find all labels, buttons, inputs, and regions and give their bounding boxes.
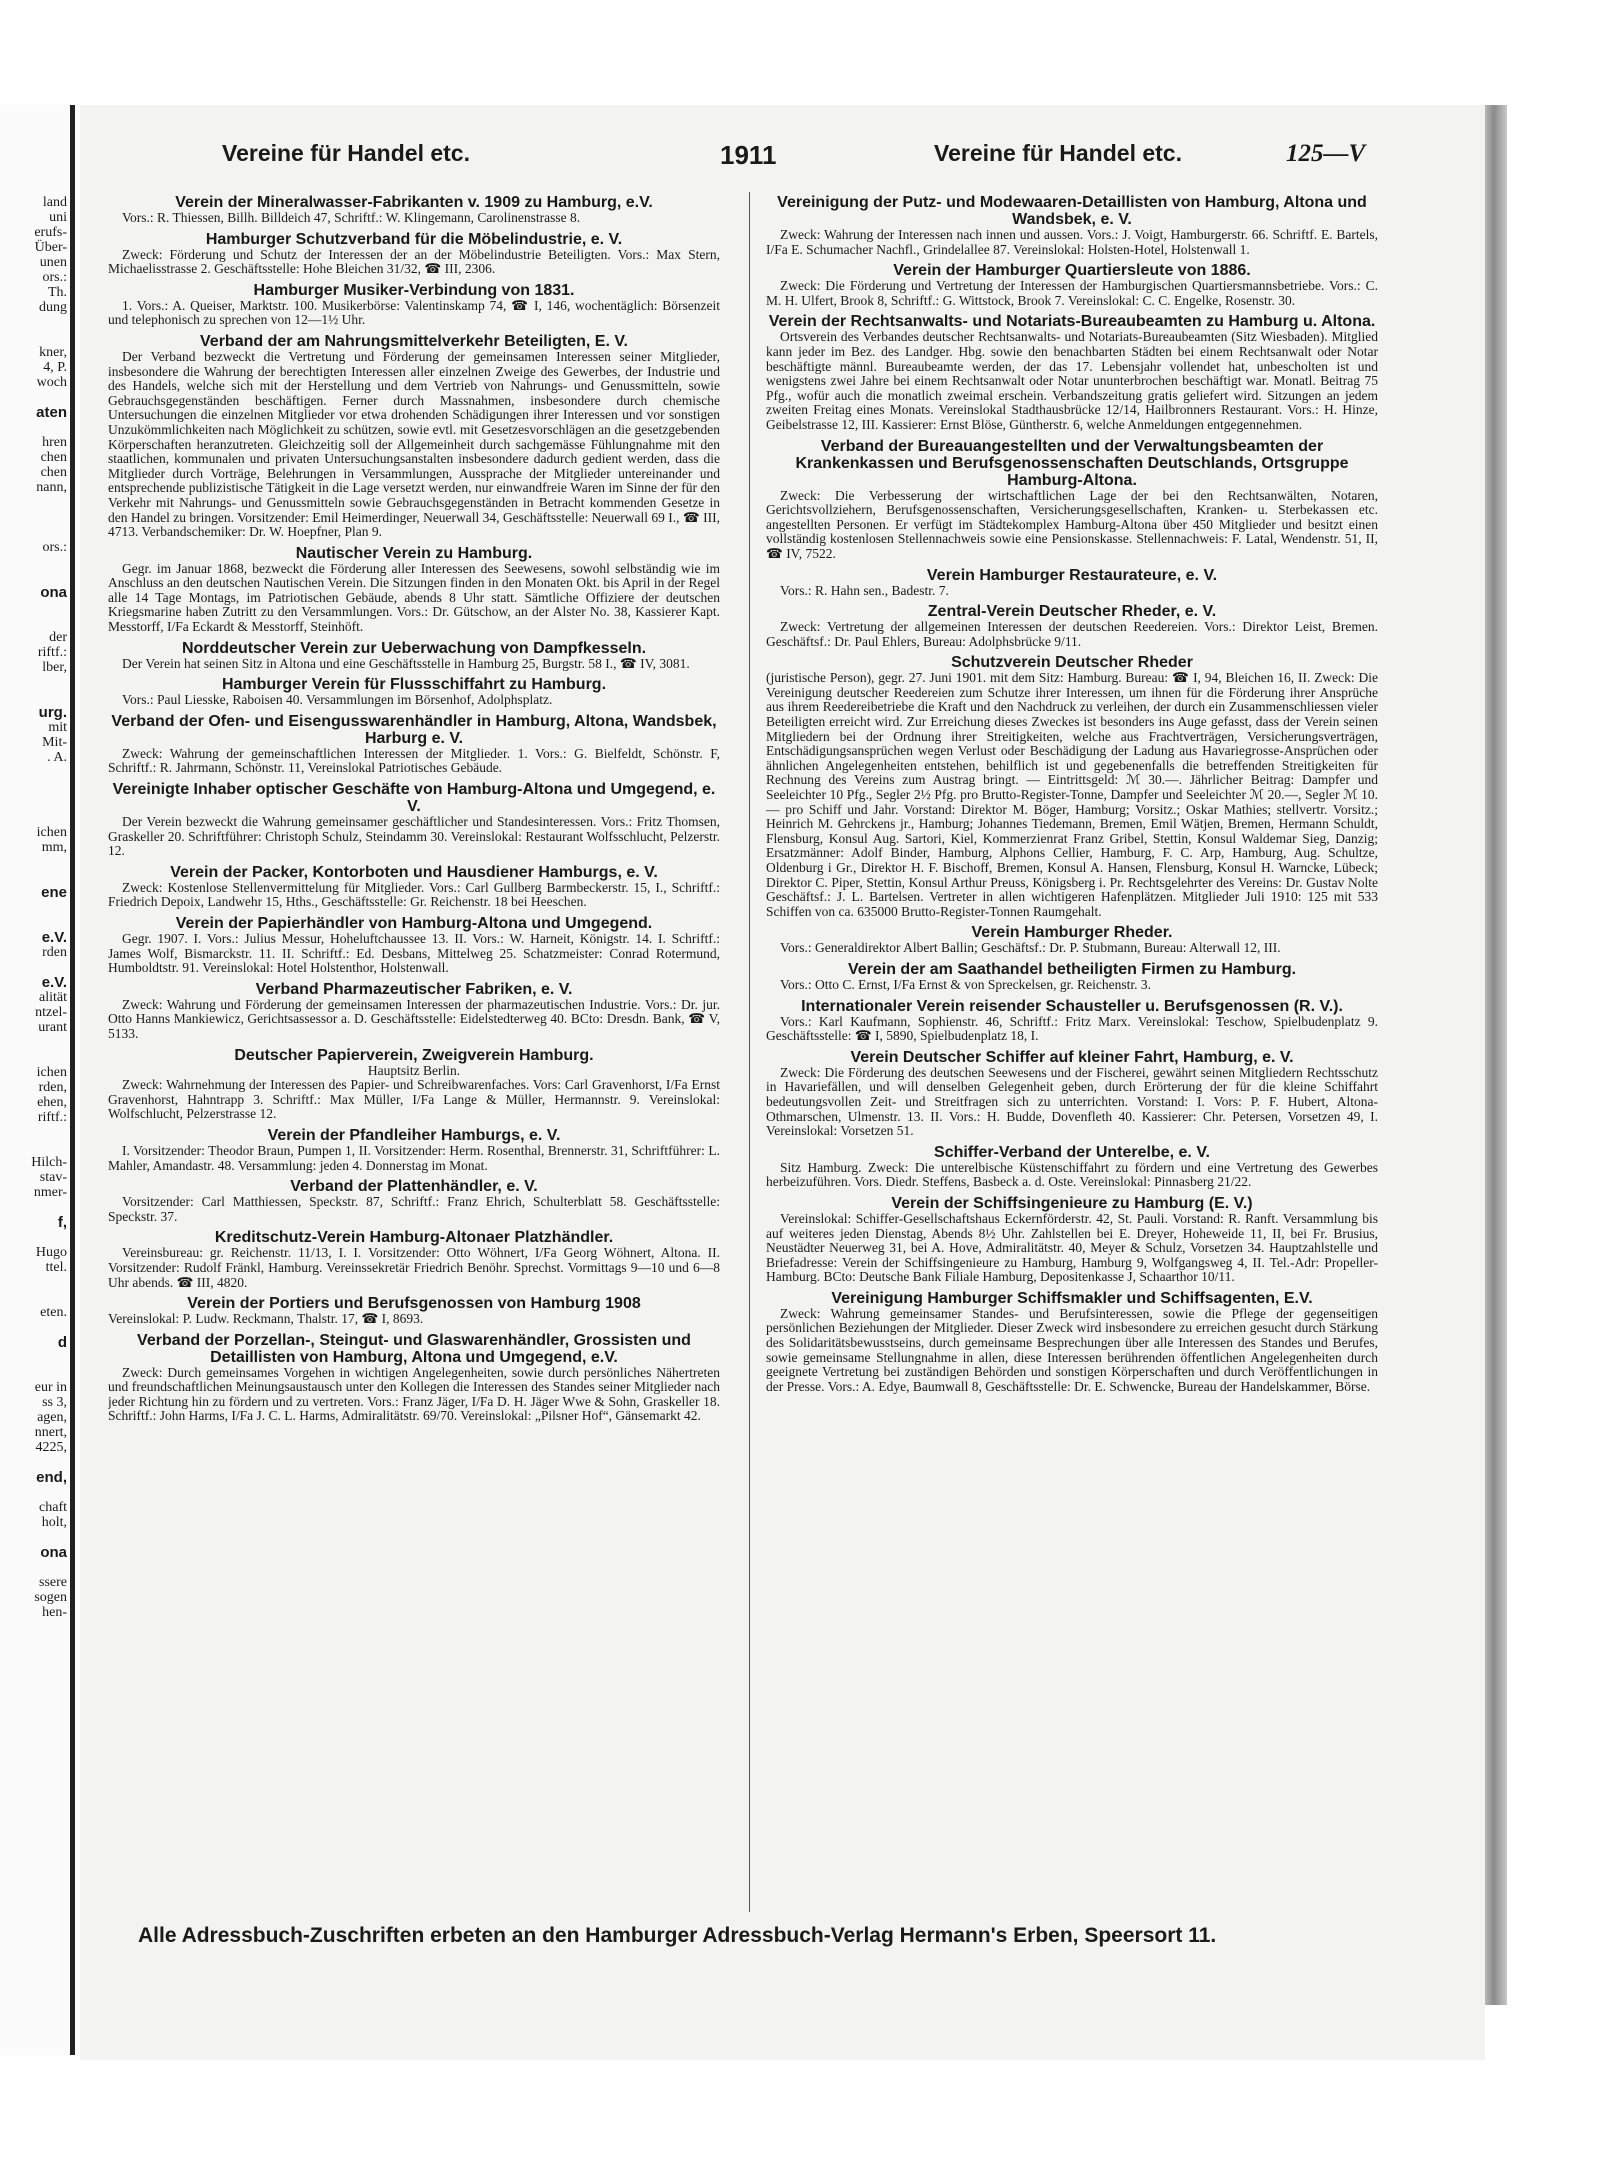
- association-entry: [766, 1049, 1378, 1139]
- header-year: 1911: [720, 140, 777, 170]
- association-title: Verband der am Nahrungsmittelverkehr Beteiligten, E. V.: [200, 332, 628, 350]
- previous-page-fragment: uni: [49, 210, 67, 225]
- association-entry: [108, 713, 720, 776]
- previous-page-fragment: [0, 1140, 70, 1155]
- previous-page-fragment: ntzel-: [35, 1005, 67, 1020]
- previous-page-fragment: [0, 165, 70, 180]
- previous-page-fragment: [0, 1275, 70, 1290]
- previous-page-fragment: stav-: [39, 1170, 67, 1185]
- association-entry: [108, 640, 720, 672]
- header-left-title: Vereine für Handel etc.: [222, 140, 470, 166]
- association-description: Vors.: Karl Kaufmann, Sophienstr. 46, Schriftf.: Fritz Marx. Vereinslokal: Teschow, Spielbudenplatz 9. Geschäftsstelle: ☎ I, 5890, Spielbudenplatz 18, I.: [766, 1013, 1378, 1044]
- association-entry: [766, 603, 1378, 649]
- association-description: Der Verein bezweckt die Wahrung gemeinsamer geschäftlicher und Standesinteressen. Vors.: Fritz Thomsen, Graskeller 20. Schriftführer: Christoph Schulz, Steindamm 30. Vereinslokal: Restaurant Wolfsschlucht, Pelzerstr. 12.: [108, 814, 720, 859]
- association-title: Verein der Packer, Kontorboten und Hausdiener Hamburgs, e. V.: [170, 863, 658, 881]
- publisher-footer: Alle Adressbuch-Zuschriften erbeten an den Hamburger Adressbuch-Verlag Hermann's Erben, Speersort 11.: [138, 1924, 1217, 1947]
- association-title: Hamburger Verein für Flussschiffahrt zu Hamburg.: [221, 676, 607, 694]
- previous-page-fragment: [0, 765, 70, 780]
- association-description: Zweck: Wahrnehmung der Interessen des Papier- und Schreibwarenfaches. Vors: Carl Gravenhorst, I/Fa Ernst Gravenhorst, Hahntrapp 3. Schriftf.: Max Müller, I/Fa Lange & Müller, Hermannstr. 9. Vereinslokal: Wolfschlucht, Pelzerstrasse 12.: [108, 1077, 720, 1122]
- previous-page-fragment: rden,: [38, 1080, 67, 1095]
- association-title: Verein der am Saathandel betheiligten Firmen zu Hamburg.: [847, 960, 1297, 978]
- previous-page-fragment: urg.: [38, 704, 67, 721]
- association-description: Zweck: Wahrung gemeinsamer Standes- und Berufsinteressen, sowie die Pflege der gegenseitigen persönlichen Beziehungen der Mitglieder. Dieser Zweck wird insbesondere zu erreichen gesucht durch Stärkung des Solidaritätsbewusstseins, durch gemeinsame Besprechungen über alle Interessen des Standes und Berufes, sowie gemeinsame Stellungnahme in allen, diese Interessen berührenden öffentlichen Angelegenheiten durch geeignete Vertretung bei zuständigen Behörden und sonstigen Körperschaften und durch Veröffentlichungen in der Presse. Vors.: A. Edye, Baumwall 8, Geschäftsstelle: Dr. E. Schwencke, Bureau der Handelskammer, Börse.: [766, 1305, 1378, 1394]
- right-column: [766, 192, 1378, 1912]
- previous-page-fragment: [0, 150, 70, 165]
- previous-page-fragment: [0, 690, 70, 705]
- previous-page-edge: [0, 105, 75, 2055]
- previous-page-fragment: [0, 555, 70, 570]
- association-title: Nautischer Verein zu Hamburg.: [295, 544, 533, 562]
- previous-page-fragment: [0, 1365, 70, 1380]
- association-entry: [108, 981, 720, 1042]
- previous-page-fragment: [0, 570, 70, 585]
- association-title: Verband der Plattenhändler, e. V.: [290, 1178, 538, 1196]
- association-title: Verband Pharmazeutischer Fabriken, e. V.: [255, 980, 573, 998]
- previous-page-fragment: erufs-: [34, 225, 67, 240]
- association-title: Verein der Portiers und Berufsgenossen von Hamburg 1908: [187, 1295, 641, 1313]
- previous-page-fragment: hren: [42, 435, 67, 450]
- previous-page-fragment: urant: [38, 1020, 67, 1035]
- previous-page-fragment: ors.:: [42, 270, 67, 285]
- association-title: Hamburger Musiker-Verbindung von 1831.: [253, 281, 575, 299]
- previous-page-fragment: holt,: [41, 1515, 67, 1530]
- left-column: [108, 192, 720, 1912]
- association-entry: [766, 438, 1378, 562]
- association-entry: [766, 1195, 1378, 1285]
- association-description: Zweck: Durch gemeinsames Vorgehen in wichtigen Angelegenheiten, sowie durch persönliches Nähertreten und freundschaftlichen Meinungsaustausch unter den Kollegen die Interessen des Standes seiner Mitglieder nach jeder Richtung hin zu fördern und zu vertreten. Vors.: Franz Jäger, I/Fa D. H. Jäger Wwe & Sohn, Graskeller 18. Schriftf.: John Harms, I/Fa J. C. L. Harms, Admiralitätstr. 69/70. Vereinslokal: „Pilsner Hof“, Gänsemarkt 42.: [108, 1364, 720, 1424]
- page-header: [222, 140, 1366, 176]
- previous-page-fragment: [0, 1125, 70, 1140]
- association-entry: [108, 1047, 720, 1122]
- previous-page-fragment: land: [42, 195, 67, 210]
- previous-page-fragment: [0, 855, 70, 870]
- association-entry: [108, 1229, 720, 1290]
- association-entry: [108, 1127, 720, 1173]
- association-entry: [108, 1332, 720, 1424]
- previous-page-fragment: mm,: [41, 840, 67, 855]
- association-title: Vereinigte Inhaber optischer Geschäfte von Hamburg-Altona und Umgegend, e. V.: [112, 781, 716, 816]
- previous-page-fragment: [0, 1290, 70, 1305]
- association-title: Internationaler Verein reisender Schausteller u. Berufsgenossen (R. V.).: [801, 997, 1343, 1015]
- previous-page-fragment: ttel.: [45, 1260, 67, 1275]
- previous-page-fragment: Über-: [34, 240, 67, 255]
- association-description: Vereinsbureau: gr. Reichenstr. 11/13, I. I. Vorsitzender: Otto Wöhnert, I/Fa Georg Wöhnert, Altona. II. Vorsitzender: Rudolf Fränkl, Hamburg. Vereinssekretär Friedrich Benöhr. Sprechst. Vormittags 9—10 und 6—8 Uhr abends. ☎ III, 4820.: [108, 1245, 720, 1290]
- association-entry: [766, 924, 1378, 956]
- previous-page-fragment: [0, 795, 70, 810]
- page-number: 125—V: [1286, 140, 1366, 167]
- association-entry: [108, 333, 720, 540]
- previous-page-fragment: e.V.: [41, 974, 67, 991]
- previous-page-fragment: ssere: [39, 1575, 67, 1590]
- association-title: Hamburger Schutzverband für die Möbelindustrie, e. V.: [205, 230, 623, 248]
- association-entry: [766, 262, 1378, 308]
- previous-page-fragment: ona: [40, 584, 67, 601]
- association-description: Gegr. 1907. I. Vors.: Julius Messur, Hoheluftchaussee 13. II. Vors.: W. Harneit, Königstr. 14. I. Schriftf.: James Wolf, Bismarckstr. 11. II. Schriftf.: Ed. Desbans, Mittelweg 25. Schatzmeister: Conrad Rotermund, Humboldtstr. 91. Vereinslokal: Hotel Holstenthor, Holstenwall.: [108, 931, 720, 976]
- association-entry: [766, 194, 1378, 257]
- previous-page-fragment: Hugo: [35, 1245, 67, 1260]
- previous-page-fragment: [0, 1560, 70, 1575]
- previous-page-fragment: kner,: [39, 345, 67, 360]
- previous-page-fragment: eur in: [34, 1380, 67, 1395]
- association-title: Verein der Pfandleiher Hamburgs, e. V.: [267, 1126, 561, 1144]
- association-entry: [108, 231, 720, 277]
- previous-page-fragment: der: [49, 630, 67, 645]
- previous-page-fragment: ors.:: [42, 540, 67, 555]
- association-description: Vors.: R. Hahn sen., Badestr. 7.: [780, 582, 949, 598]
- previous-page-fragment: [0, 180, 70, 195]
- association-entry: [108, 545, 720, 635]
- association-description: Gegr. im Januar 1868, bezweckt die Förderung aller Interessen des Seewesens, sowohl selbständig wie im Anschluss an den deutschen Nautischen Verein. Die Sitzungen finden in den Monaten Okt. bis April in der Regel alle 14 Tage Montags, im Patriotischen Gebäude, abends 8 Uhr statt. Sämtliche Offiziere der deutschen Kriegsmarine haben Zutritt zu den Versammlungen. Vors.: Dr. Gütschow, an der Alster No. 38, Kassierer Kapt. Messtorff, I/Fa Eckardt & Messtorff, Steinhöft.: [108, 560, 720, 635]
- previous-page-fragment: e.V.: [41, 929, 67, 946]
- previous-page-fragment: ichen: [36, 1065, 67, 1080]
- association-entry: [766, 654, 1378, 919]
- association-title: Verein Hamburger Rheder.: [971, 924, 1173, 942]
- association-description: Der Verband bezweckt die Vertretung und Förderung der gemeinsamen Interessen seiner Mitglieder, insbesondere die Wahrung der berechtigten Interessen aller einzelnen Zweige des Gewerbes, der Industrie und des Handels, welche sich mit der Herstellung und dem Vertrieb von Nahrungs- und Genussmitteln, sowie Gebrauchsgegenständen beschäftigen. Ferner durch Massnahmen, insbesondere durch chemische Untersuchungen die einzelnen Mitglieder vor etwa drohenden Schädigungen ihrer Interessen und vor sonstigen Unzukömmlichkeiten nach Möglichkeit zu schützen, sowie evtl. mit Gesetzesvorschlägen an die gesetzgebenden Körperschaften heranzutreten. Gleichzeitig soll der Allgemeinheit durch sachgemässe Fühlungnahme mit den staatlichen, kommunalen und privaten Untersuchungsanstalten insbesondere dadurch gedient werden, dass die Mitglieder durch Vorträge, Belehrungen in Versammlungen, Aussprache der Mitglieder untereinander und entsprechende publizistische Tätigkeit in die Lage versetzt werden, nur einwandfreie Waren im Sinne der für den Verkehr mit Nahrungs- und Genussmitteln sowie Gebrauchsgegenständen in Betracht kommenden Gesetze in den Handel zu bringen. Vorsitzender: Emil Heimerdinger, Neuerwall 34, Geschäftsstelle: Neuerwall 69 I., ☎ III, 4713. Verbandschemiker: Dr. W. Hoepfner, Plan 9.: [108, 348, 720, 540]
- previous-page-fragment: [0, 960, 70, 975]
- association-entry: [766, 1290, 1378, 1395]
- association-entry: [766, 313, 1378, 432]
- previous-page-fragment: agen,: [37, 1410, 67, 1425]
- previous-page-fragment: [0, 1050, 70, 1065]
- previous-page-fragment: [0, 600, 70, 615]
- previous-page-fragment: [0, 900, 70, 915]
- previous-page-fragment: [0, 1230, 70, 1245]
- association-description: Zweck: Die Verbesserung der wirtschaftlichen Lage der bei den Rechtsanwälten, Notaren, Gerichtsvollziehern, Berufsgenossenschaften, Versicherungsgesellschaften, Kranken- u. Sterbekassen etc. angestellten Personen. Er verfügt im Städtekomplex Hamburg-Altona über 450 Mitglieder und besitzt einen vollständig kostenlosen Stellennachweis sowie eine Pensionskasse. Stellennachweis: F. Latal, Wendenstr. 51, II, ☎ IV, 7522.: [766, 487, 1378, 561]
- association-title: Schutzverein Deutscher Rheder: [951, 654, 1193, 672]
- association-title: Deutscher Papierverein, Zweigverein Hamburg.: [234, 1046, 594, 1064]
- previous-page-fragment: [0, 510, 70, 525]
- previous-page-fragment: nnert,: [34, 1425, 67, 1440]
- previous-page-fragment: alität: [39, 990, 67, 1005]
- previous-page-fragment: ichen: [36, 825, 67, 840]
- association-description: Zweck: Wahrung der gemeinschaftlichen Interessen der Mitglieder. 1. Vors.: G. Bielfeldt, Schönstr. F, Schriftf.: R. Jahrmann, Schönstr. 11, Vereinslokal Patriotisches Gebäude.: [108, 745, 720, 776]
- association-description: Zweck: Förderung und Schutz der Interessen der an der Möbelindustrie Beteiligten. Vors.: Max Stern, Michaelisstrasse 2. Geschäftsstelle: Hohe Bleichen 31/32, ☎ III, 2306.: [108, 246, 720, 277]
- association-title: Verein der Papierhändler von Hamburg-Altona und Umgegend.: [175, 915, 653, 932]
- previous-page-fragment: [0, 1200, 70, 1215]
- association-description: Zweck: Wahrung der Interessen nach innen und aussen. Vors.: J. Voigt, Hamburgerstr. 66. Schriftf. E. Bartels, I/Fa E. Schumacher Nachfl., Grindelallee 87. Vereinslokal: Holsten-Hotel, Holstenwall 1.: [766, 227, 1378, 257]
- previous-page-fragment: [0, 135, 70, 150]
- association-entry: [108, 781, 720, 859]
- association-title: Verein Hamburger Restaurateure, e. V.: [926, 566, 1218, 584]
- previous-page-fragment: [0, 495, 70, 510]
- association-entry: [766, 567, 1378, 599]
- previous-page-fragment: woch: [36, 375, 67, 390]
- previous-page-fragment: sogen: [34, 1590, 67, 1605]
- previous-page-fragment: riftf.:: [37, 645, 67, 660]
- association-title: Verein der Mineralwasser-Fabrikanten v. 1909 zu Hamburg, e.V.: [175, 194, 653, 211]
- association-description: Vors.: Otto C. Ernst, I/Fa Ernst & von Spreckelsen, gr. Reichenstr. 3.: [780, 976, 1151, 992]
- association-title: Verein der Hamburger Quartiersleute von 1886.: [893, 262, 1251, 280]
- previous-page-fragment: hen-: [42, 1605, 67, 1620]
- previous-page-fragment: [0, 615, 70, 630]
- previous-page-fragment: Hilch-: [31, 1155, 67, 1170]
- previous-page-fragment: [0, 1455, 70, 1470]
- association-entry: [766, 961, 1378, 993]
- association-description: Sitz Hamburg. Zweck: Die unterelbische Küstenschiffahrt zu fördern und eine Vertretung des Gewerbes herbeizuführen. Vors. Diedr. Steffens, Basbeck a. d. Oste. Vereinslokal: Pinnasberg 21/22.: [766, 1159, 1378, 1190]
- association-title: Norddeutscher Verein zur Ueberwachung von Dampfkesseln.: [181, 639, 647, 657]
- previous-page-fragment: Th.: [47, 285, 67, 300]
- previous-page-fragment: [0, 810, 70, 825]
- association-title: Verband der Ofen- und Eisengusswarenhändler in Hamburg, Altona, Wandsbek, Harburg e. V.: [111, 712, 717, 747]
- previous-page-fragment: [0, 1350, 70, 1365]
- previous-page-fragment: Mit-: [42, 735, 67, 750]
- association-title: Verband der Bureauangestellten und der Verwaltungsbeamten der Krankenkassen und Berufsgenossenschaften Deutschlands, Ortsgruppe Hamburg-Altona.: [795, 437, 1349, 489]
- book-spine: [1485, 105, 1507, 2005]
- association-entry: [108, 676, 720, 708]
- previous-page-fragment: [0, 315, 70, 330]
- previous-page-fragment: unen: [39, 255, 67, 270]
- previous-page-fragment: 4, P.: [43, 360, 67, 375]
- previous-page-fragment: chen: [40, 465, 67, 480]
- previous-page-fragment: chen: [40, 450, 67, 465]
- previous-page-fragment: d: [57, 1334, 67, 1351]
- previous-page-fragment: mit: [48, 720, 67, 735]
- association-description: Zweck: Wahrung und Förderung der gemeinsamen Interessen der pharmazeutischen Industrie. Vors.: Dr. jur. Otto Hanns Mankiewicz, Gerichtsassessor a. D. Geschäftsstelle: Eidelstedterweg 40. BCto: Dresdn. Bank, ☎ V, 5133.: [108, 996, 720, 1041]
- previous-page-fragment: lber,: [42, 660, 67, 675]
- association-description: Vors.: R. Thiessen, Billh. Billdeich 47, Schriftf.: W. Klingemann, Carolinenstrasse 8.: [122, 210, 581, 225]
- association-entry: [108, 1178, 720, 1224]
- previous-page-fragment: [0, 1035, 70, 1050]
- previous-page-fragment: [0, 870, 70, 885]
- association-description: Zweck: Die Förderung des deutschen Seewesens und der Fischerei, gewährt seinen Mitgliedern Rechtsschutz in Havariefällen, und will denselben Gelegenheit geben, durch Erörterung der für die kleine Schiffahrt bedeutungsvollen Zeit- und Streitfragen sich zu unterrichten. Vorstand: I. Vors: P. F. Hubert, Altona-Othmarschen, Ulmenstr. 13. II. Vors.: H. Budde, Dovenfleth 40. Kassierer: Chr. Petersen, Vorsetzen 49, I. Vereinslokal: Vorsetzen 51.: [766, 1064, 1378, 1139]
- previous-page-fragment: [0, 330, 70, 345]
- previous-page-fragment: [0, 780, 70, 795]
- previous-page-fragment: [0, 1320, 70, 1335]
- previous-page-fragment: dung: [39, 300, 67, 315]
- previous-page-fragment: [0, 915, 70, 930]
- association-entry: [766, 1144, 1378, 1190]
- association-description: I. Vorsitzender: Theodor Braun, Pumpen 1, II. Vorsitzender: Herm. Rosenthal, Brennerstr. 31, Schriftführer: L. Mahler, Amandastr. 48. Versammlung: jeden 4. Donnerstag im Monat.: [108, 1142, 720, 1173]
- previous-page-fragment: nann,: [36, 480, 67, 495]
- previous-page-fragment: chaft: [39, 1500, 67, 1515]
- previous-page-fragment: 4225,: [35, 1440, 67, 1455]
- previous-page-fragment: [0, 675, 70, 690]
- previous-page-fragment: [0, 1485, 70, 1500]
- previous-page-fragment: . A.: [47, 750, 67, 765]
- association-entry: [766, 998, 1378, 1044]
- header-right-title: Vereine für Handel etc.: [934, 140, 1182, 166]
- association-title: Verein der Schiffsingenieure zu Hamburg (E. V.): [891, 1194, 1253, 1212]
- association-entry: [108, 282, 720, 328]
- association-entry: [108, 915, 720, 976]
- association-entry: [108, 194, 720, 226]
- association-title: Zentral-Verein Deutscher Rheder, e. V.: [927, 603, 1217, 621]
- previous-page-fragment: ss 3,: [42, 1395, 67, 1410]
- association-subtitle: Hauptsitz Berlin.: [367, 1062, 461, 1078]
- previous-page-fragment: nmer-: [33, 1185, 67, 1200]
- association-title: Verein der Rechtsanwalts- und Notariats-Bureaubeamten zu Hamburg u. Altona.: [768, 313, 1376, 331]
- previous-page-fragment: [0, 525, 70, 540]
- association-description: Zweck: Die Förderung und Vertretung der Interessen der Hamburgischen Quartiersmannsbetriebe. Vors.: C. M. H. Ulfert, Brook 8, Schriftf.: G. Wittstock, Brook 7. Vereinslokal: C. C. Engelke, Rosenstr. 30.: [766, 278, 1378, 308]
- previous-page-fragment: [0, 105, 70, 120]
- previous-page-fragment: [0, 1530, 70, 1545]
- previous-page-fragment: ehen,: [37, 1095, 67, 1110]
- previous-page-fragment: ona: [40, 1544, 67, 1561]
- association-title: Verein Deutscher Schiffer auf kleiner Fahrt, Hamburg, e. V.: [850, 1048, 1294, 1066]
- previous-page-fragment: end,: [36, 1469, 67, 1486]
- association-entry: [108, 1295, 720, 1327]
- association-description: Ortsverein des Verbandes deutscher Rechtsanwalts- und Notariats-Bureaubeamten (Sitz Wiesbaden). Mitglied kann jeder im Bez. des Landger. Hbg. sowie den benachbarten Städten bei einem Rechtsanwalt oder Notar beschäftigte männl. Bureaubeamte werden, der das 17. Lebensjahr vollendet hat, unbescholten ist und wenigstens zwei Jahre bei einem Rechtsanwalt oder Notar ununterbrochen beschäftigt war. Monatl. Beitrag 75 Pfg., wofür auch die monatlich zweimal erschein. Verbandszeitung gratis geliefert wird. Sitzungen an jedem zweiten Freitag eines Monats. Vereinslokal Stadthausbrücke 12/14, Hailbronners Restaurant. Vors.: H. Hinze, Geibelstrasse 12, III. Kassierer: Ernst Blöse, Güntherstr. 6, welche Anmeldungen entgegennehmen.: [766, 329, 1378, 432]
- association-description: Vors.: Generaldirektor Albert Ballin; Geschäftsf.: Dr. P. Stubmann, Bureau: Alterwall 12, III.: [780, 940, 1281, 956]
- previous-page-fragment: eten.: [40, 1305, 67, 1320]
- association-description: Zweck: Vertretung der allgemeinen Interessen der deutschen Reedereien. Vors.: Direktor Leist, Bremen. Geschäftsf.: Dr. Paul Ehlers, Bureau: Adolphsbrücke 9/11.: [766, 619, 1378, 649]
- association-title: Vereinigung Hamburger Schiffsmakler und Schiffsagenten, E.V.: [831, 1289, 1313, 1307]
- previous-page-fragment: ene: [41, 884, 67, 901]
- association-title: Verband der Porzellan-, Steingut- und Glaswarenhändler, Grossisten und Detaillisten von Hamburg, Altona und Umgegend, e.V.: [137, 1331, 691, 1366]
- association-description: (juristische Person), gegr. 27. Juni 1901. mit dem Sitz: Hamburg. Bureau: ☎ I, 94, Bleichen 16, II. Zweck: Die Vereinigung deutscher Reedereien zum Schutze ihrer Interessen, um ihnen für die Förderung ihrer Ansprüche aus ihrem Reedereibetriebe die Kraft und den Nachdruck zu verleihen, der durch ein Zusammenschliessen vieler Beteiligten erreicht wird. Zur Erreichung dieses Zweckes ist besonders ins Auge gefasst, dass der Verein seinen Mitgliedern bei der Ordnung ihrer Streitigkeiten, welche aus Frachtverträgen, Versicherungsverträgen, Entschädigungsansprüchen wegen Verlust oder Beschädigung der Ladung aus Havariegrosse-Ansprüchen oder ähnlichen Angelegenheiten entstehen, behilflich ist und gegebenenfalls die betreffenden Streitigkeiten für Rechnung des Vereins zum Austrag bringt. — Eintrittsgeld: ℳ 30.—. Jährlicher Beitrag: Dampfer und Seeleichter 10 Pfg., Segler 2½ Pfg. pro Brutto-Register-Tonne, Dampfer und Seeleichter ℳ 20.—, Segler ℳ 10.— pro Schiff und Jahr. Vorstand: Direktor M. Böger, Hamburg; Vorsitz.; Oskar Mathies; stellvertr. Vorsitz.; Heinrich M. Gehrckens jr., Hamburg; Johannes Tiedemann, Bremen, Emil Wätjen, Bremen, Hermann Schuldt, Flensburg, Konsul Aug. Sartori, Kiel, Kommerzienrat Franz Gribel, Stettin, Konsul Waldemar Sieg, Danzig; Ersatzmänner: Adolf Binder, Hamburg, Alphons Cellier, Hamburg, F. C. Arp, Hamburg, Aug. Schultze, Oldenburg i Gr., Direktor H. F. Bischoff, Bremen, Konsul A. Hansen, Flensburg, Konsul H. Warncke, Lübeck; Direktor C. Piper, Stettin, Konsul Arthur Preuss, Königsberg i. Pr. Rechtsgelehrter des Vereins: Dr. Gustav Nolte Geschäftsf.: J. L. Bartelsen. Vertreter in allen wichtigeren Hafenplätzen. Mitglieder Juli 1910: 125 mit 533 Schiffen von ca. 635000 Brutto-Register-Tonnen Raumgehalt.: [766, 670, 1378, 919]
- association-entry: [108, 864, 720, 910]
- association-description: Vors.: Paul Liesske, Raboisen 40. Versammlungen im Börsenhof, Adolphsplatz.: [122, 692, 553, 708]
- previous-page-fragment: riftf.:: [37, 1110, 67, 1125]
- association-description: 1. Vors.: A. Queiser, Marktstr. 100. Musikerbörse: Valentinskamp 74, ☎ I, 146, wochentäglich: Börsenzeit und telephonisch zu sprechen von 12—1½ Uhr.: [108, 297, 720, 328]
- association-description: Zweck: Kostenlose Stellenvermittelung für Mitglieder. Vors.: Carl Gullberg Barmbeckerstr. 15, I., Schriftf.: Friedrich Depoix, Landwehr 15, Hths., Geschäftsstelle: Gr. Reichenstr. 18 bei Heeschen.: [108, 879, 720, 910]
- association-description: Vereinslokal: Schiffer-Gesellschaftshaus Eckernförderstr. 42, St. Pauli. Vorstand: R. Ranft. Versammlung bis auf weiteres jeden Dienstag, Abends 8½ Uhr. Zahlstellen bei E. Dreyer, Hoheweide 11, II, bei Fr. Brusius, Neustädter Neuerweg 31, bei A. Hove, Admiralitätstr. 40, Meyer & Schulz, Vorsetzen 34. Hauptzahlstelle und Briefadresse: Verein der Schiffsingenieure zu Hamburg, Hamburg 9, Wolfgangsweg 4, II. Tel.-Adr: Propeller-Hamburg. BCto: Deutsche Bank Filiale Hamburg, Depositenkasse J, Schaarthor 10/11.: [766, 1210, 1378, 1285]
- previous-page-fragment: f,: [57, 1214, 67, 1231]
- association-description: Der Verein hat seinen Sitz in Altona und eine Geschäftsstelle in Hamburg 25, Burgstr. 58 I., ☎ IV, 3081.: [122, 655, 690, 671]
- previous-page-fragment: [0, 120, 70, 135]
- association-title: Kreditschutz-Verein Hamburg-Altonaer Platzhändler.: [214, 1229, 614, 1247]
- previous-page-fragment: aten: [36, 404, 67, 421]
- previous-page-fragment: [0, 420, 70, 435]
- column-divider: [749, 192, 750, 1912]
- association-description: Vorsitzender: Carl Matthiessen, Speckstr. 87, Schriftf.: Franz Ehrich, Schulterblatt 58. Geschäftsstelle: Speckstr. 37.: [108, 1194, 720, 1224]
- association-title: Vereinigung der Putz- und Modewaaren-Detaillisten von Hamburg, Altona und Wandsbek, e. V.: [777, 194, 1367, 228]
- previous-page-fragment: [0, 390, 70, 405]
- association-title: Schiffer-Verband der Unterelbe, e. V.: [934, 1143, 1210, 1161]
- previous-page-fragment: rden: [42, 945, 67, 960]
- association-description: Vereinslokal: P. Ludw. Reckmann, Thalstr. 17, ☎ I, 8693.: [108, 1311, 424, 1327]
